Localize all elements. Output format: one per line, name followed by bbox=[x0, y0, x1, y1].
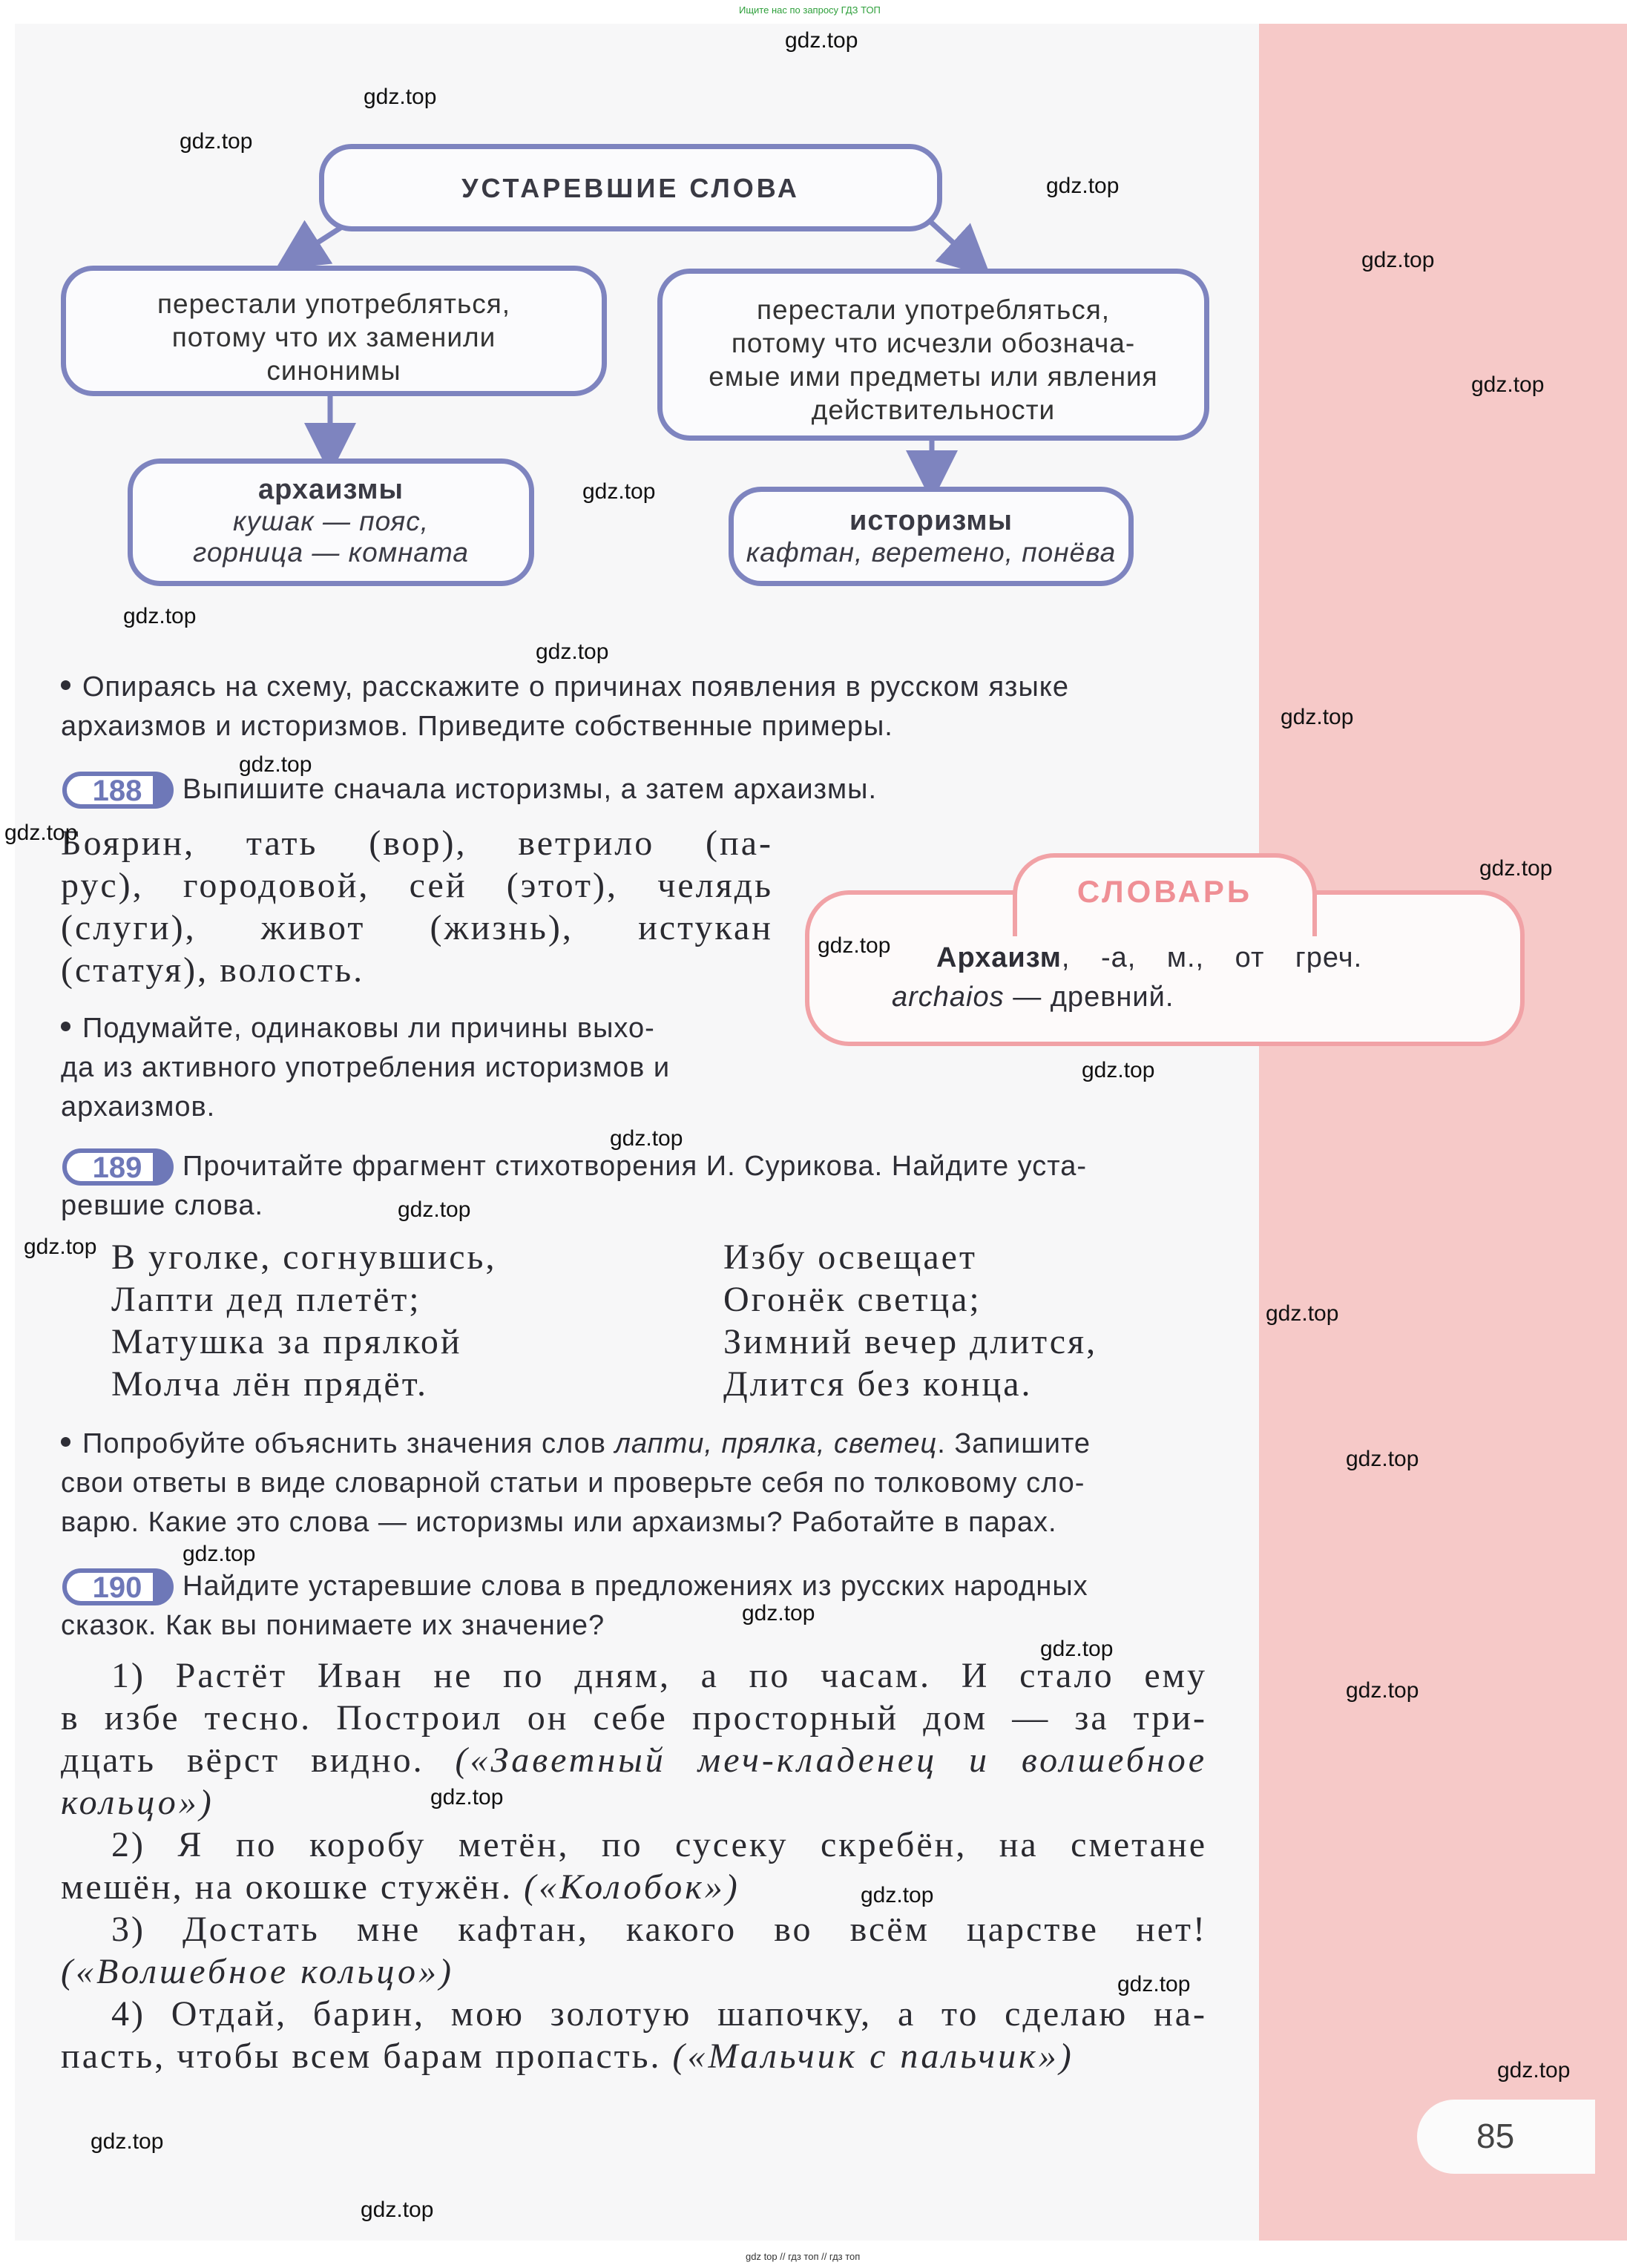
sentence-line: 3) Достать мне кафтан, какого во всём царстве нет! bbox=[111, 1910, 1207, 1949]
task-scheme-line: Опираясь на схему, расскажите о причинах появления в русском языке bbox=[82, 671, 1069, 703]
bullet bbox=[61, 680, 70, 690]
ex188-question-line: да из активного употребления историзмов и bbox=[61, 1052, 671, 1083]
right-reason-line: потому что исчезли обознача- bbox=[731, 328, 1136, 358]
watermark: gdz.top bbox=[742, 1601, 815, 1626]
sentence-line: пасть, чтобы всем барам пропасть. bbox=[61, 2037, 673, 2076]
watermark: gdz.top bbox=[4, 821, 78, 845]
dictionary-grammar: , -а, м., от греч. bbox=[1061, 942, 1363, 973]
watermark: gdz.top bbox=[1346, 1447, 1419, 1471]
watermark: gdz.top bbox=[1479, 856, 1553, 881]
watermark: gdz.top bbox=[180, 129, 253, 154]
ex188-word-line: рус), городовой, сей (этот), челядь bbox=[61, 866, 773, 905]
bullet bbox=[61, 1022, 70, 1031]
left-reason-line: синонимы bbox=[266, 355, 401, 386]
watermark: gdz.top bbox=[818, 933, 891, 958]
watermark: gdz.top bbox=[430, 1785, 504, 1810]
margin-band bbox=[1259, 24, 1627, 2241]
ex188-task: Выпишите сначала историзмы, а затем архаизмы. bbox=[183, 774, 877, 805]
ex189-question bbox=[61, 1424, 1226, 1542]
ex189-question-end: . Запишите bbox=[937, 1428, 1091, 1459]
archaisms-example: кушак — пояс, bbox=[233, 506, 429, 536]
page-number-tab bbox=[1417, 2100, 1595, 2174]
dictionary-entry bbox=[936, 939, 1485, 978]
watermark: gdz.top bbox=[24, 1235, 97, 1259]
ex188-word-line: (статуя), волость. bbox=[61, 950, 365, 990]
watermark: gdz.top bbox=[1082, 1058, 1155, 1082]
ex190-task-line: Найдите устаревшие слова в предложениях из русских народных bbox=[183, 1571, 1088, 1602]
sentence-line: 4) Отдай, барин, мою золотую шапочку, а то сделаю на- bbox=[111, 1994, 1207, 2034]
watermark: gdz.top bbox=[1281, 705, 1354, 729]
poem-line: Зимний вечер длится, bbox=[723, 1322, 1098, 1361]
exercise-number: 189 bbox=[92, 1151, 142, 1184]
watermark: gdz.top bbox=[785, 28, 858, 53]
sentence-source: («Волшебное кольцо») bbox=[61, 1952, 454, 1991]
ex188-question bbox=[61, 1009, 762, 1127]
sentence-line: дцать вёрст видно. bbox=[61, 1741, 456, 1780]
poem-line: Молча лён прядёт. bbox=[111, 1364, 429, 1404]
historisms-box bbox=[729, 487, 1134, 586]
ex189-task-line: ревшие слова. bbox=[61, 1190, 264, 1221]
ex190-sentences bbox=[61, 1654, 1207, 2077]
poem-line: Огонёк светца; bbox=[723, 1280, 982, 1319]
dictionary-origin-meaning: — древний. bbox=[1004, 982, 1174, 1013]
watermark: gdz.top bbox=[123, 604, 197, 628]
watermark: gdz.top bbox=[398, 1197, 471, 1222]
watermark: gdz.top bbox=[1346, 1678, 1419, 1703]
right-reason-box bbox=[657, 269, 1209, 441]
ex190-task-line: сказок. Как вы понимаете их значение? bbox=[61, 1610, 605, 1641]
task-scheme bbox=[61, 668, 1218, 746]
poem-line: В уголке, согнувшись, bbox=[111, 1237, 497, 1277]
top-note: Ищите нас по запросу ГДЗ ТОП bbox=[739, 4, 881, 16]
archaisms-example: горница — комната bbox=[193, 537, 469, 568]
exercise-number-badge bbox=[62, 1568, 174, 1605]
dictionary-origin bbox=[892, 978, 1485, 1017]
watermark: gdz.top bbox=[1117, 1972, 1191, 1996]
watermark: gdz.top bbox=[1361, 248, 1435, 272]
poem-left bbox=[111, 1236, 690, 1405]
sentence-source: кольцо») bbox=[61, 1783, 214, 1822]
poem-line: Лапти дед плетёт; bbox=[111, 1280, 421, 1319]
ex189-question-line: свои ответы в виде словарной статьи и проверьте себя по толковому сло- bbox=[61, 1467, 1085, 1499]
ex189-task-line: Прочитайте фрагмент стихотворения И. Сурикова. Найдите уста- bbox=[183, 1151, 1087, 1182]
sentence-line: в избе тесно. Построил он себе просторный дом — за три- bbox=[61, 1698, 1207, 1738]
ex189-question-start: Попробуйте объяснить значения слов bbox=[82, 1428, 615, 1459]
scheme-title-box bbox=[319, 144, 942, 231]
exercise-number-badge bbox=[62, 772, 174, 809]
watermark: gdz.top bbox=[239, 752, 312, 777]
sentence-line: 1) Растёт Иван не по дням, а по часам. И стало ему bbox=[111, 1656, 1207, 1695]
ex189-question-line: варю. Какие это слова — историзмы или архаизмы? Работайте в парах. bbox=[61, 1507, 1057, 1538]
bottom-note: gdz top // гдз топ // гдз топ bbox=[746, 2251, 861, 2262]
ex189-question-words: лапти, прялка, светец bbox=[614, 1428, 938, 1459]
right-reason-line: емые ими предметы или явления bbox=[709, 361, 1158, 392]
left-reason-box bbox=[61, 266, 607, 396]
watermark: gdz.top bbox=[364, 85, 437, 109]
page-number: 85 bbox=[1476, 2117, 1515, 2155]
historisms-title: историзмы bbox=[849, 505, 1013, 536]
dictionary-origin-word: archaios bbox=[892, 982, 1005, 1013]
sentence-line: 2) Я по коробу метён, по сусеку скребён, на сметане bbox=[111, 1825, 1207, 1864]
sentence-source: («Заветный меч-кладенец и волшебное bbox=[455, 1741, 1207, 1780]
sentence-source: («Колобок») bbox=[524, 1867, 740, 1907]
left-reason-line: перестали употребляться, bbox=[157, 289, 511, 319]
ex188-word-line: (слуги), живот (жизнь), истукан bbox=[61, 908, 773, 947]
historisms-examples: кафтан, веретено, понёва bbox=[746, 537, 1117, 568]
watermark: gdz.top bbox=[1471, 372, 1545, 397]
exercise-number: 188 bbox=[92, 775, 142, 807]
watermark: gdz.top bbox=[183, 1542, 256, 1566]
watermark: gdz.top bbox=[861, 1883, 934, 1907]
dictionary-word: Архаизм bbox=[936, 942, 1062, 973]
watermark: gdz.top bbox=[361, 2198, 434, 2222]
ex188-question-line: архаизмов. bbox=[61, 1091, 216, 1123]
ex188-word-line: Боярин, тать (вор), ветрило (па- bbox=[61, 824, 773, 863]
sentence-line: мешён, на окошке стужён. bbox=[61, 1867, 525, 1907]
dictionary-title: СЛОВАРЬ bbox=[1077, 874, 1253, 909]
watermark: gdz.top bbox=[610, 1126, 683, 1151]
watermark: gdz.top bbox=[582, 479, 656, 504]
watermark: gdz.top bbox=[1046, 174, 1120, 198]
arrow-right bbox=[927, 219, 972, 260]
watermark: gdz.top bbox=[91, 2129, 164, 2154]
watermark: gdz.top bbox=[1497, 2058, 1571, 2083]
poem-line: Избу освещает bbox=[723, 1237, 977, 1277]
bullet bbox=[61, 1437, 70, 1447]
ex188-question-line: Подумайте, одинаковы ли причины выхо- bbox=[82, 1013, 655, 1044]
right-reason-line: действительности bbox=[811, 395, 1056, 425]
watermark: gdz.top bbox=[536, 640, 609, 664]
watermark: gdz.top bbox=[1266, 1301, 1339, 1326]
right-reason-line: перестали употребляться, bbox=[756, 295, 1111, 325]
scheme-title: УСТАРЕВШИЕ СЛОВА bbox=[461, 173, 800, 203]
poem-line: Длится без конца. bbox=[723, 1364, 1033, 1404]
left-reason-line: потому что их заменили bbox=[171, 322, 496, 352]
exercise-number-badge bbox=[62, 1148, 174, 1186]
ex188-words bbox=[61, 822, 773, 991]
task-scheme-line: архаизмов и историзмов. Приведите собственные примеры. bbox=[61, 711, 893, 742]
archaisms-title: архаизмы bbox=[258, 474, 404, 505]
archaisms-box bbox=[128, 458, 534, 586]
poem-right bbox=[723, 1236, 1228, 1405]
sentence-source: («Мальчик с пальчик») bbox=[672, 2037, 1074, 2076]
watermark: gdz.top bbox=[1040, 1637, 1114, 1661]
exercise-number: 190 bbox=[92, 1571, 142, 1604]
poem-line: Матушка за прялкой bbox=[111, 1322, 462, 1361]
